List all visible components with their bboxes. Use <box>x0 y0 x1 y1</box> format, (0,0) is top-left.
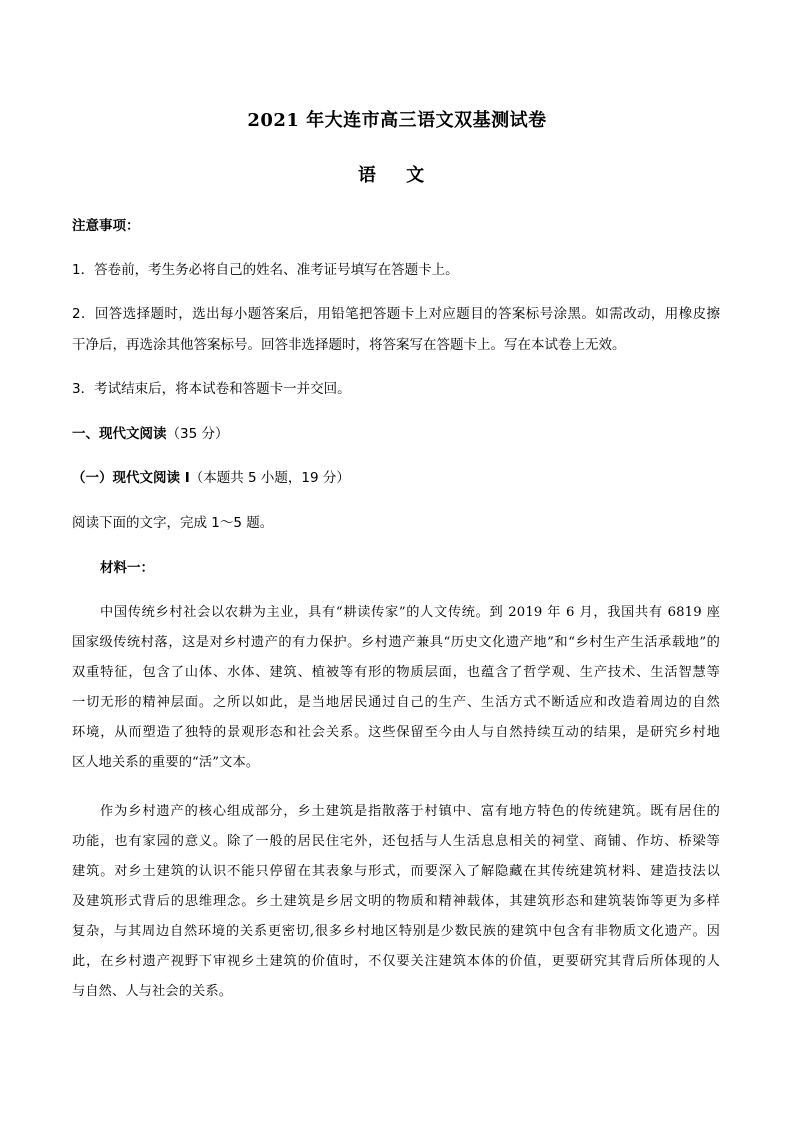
paragraph1-line-1: 中国传统乡村社会以农耕为主业，具有“耕读传家”的人文传统。到 2019 年 6 月，我国共有 6819 座 <box>100 605 720 620</box>
paragraph2-line-7: 与自然、人与社会的关系。 <box>72 984 233 999</box>
paragraph1-line-2: 国家级传统村落，这是对乡村遗产的有力保护。乡村遗产兼具“历史文化遗产地”和“乡村生产生活承载地”的 <box>72 635 720 650</box>
notice-item-3: 3．考试结束后，将本试卷和答题卡一并交回。 <box>72 381 351 397</box>
notice-heading: 注意事项： <box>72 218 140 234</box>
paragraph2-line-4: 及建筑形式背后的思维理念。乡土建筑是乡居文明的物质和精神载体，其建筑形态和建筑装饰等更为多样 <box>72 894 720 909</box>
section-heading <box>72 422 228 442</box>
notice-item-2-line-2: 干净后，再选涂其他答案标号。回答非选择题时，将答案写在答题卡上。写在本试卷上无效。 <box>72 337 626 353</box>
paragraph1-line-3: 双重特征，包含了山体、水体、建筑、植被等有形的物质层面，也蕴含了哲学观、生产技术、生活智慧等 <box>72 665 720 680</box>
exam-title: 2021 年大连市高三语文双基测试卷 <box>247 110 547 131</box>
subject-title: 语 文 <box>357 165 437 186</box>
paragraph1-line-5: 环境，从而塑造了独特的景观形态和社会关系。这些保留至今由人与自然持续互动的结果，是研究乡村地 <box>72 725 720 740</box>
paragraph2-line-1: 作为乡村遗产的核心组成部分，乡土建筑是指散落于村镇中、富有地方特色的传统建筑。既有居住的 <box>100 804 720 819</box>
section-heading-score: （35 分） <box>166 426 229 442</box>
notice-item-2-line-1: 2．回答选择题时，选出每小题答案后，用铅笔把答题卡上对应题目的答案标号涂黑。如需改动，用橡皮擦 <box>72 306 720 322</box>
subsection-heading-label: （一）现代文阅读 I <box>72 470 190 486</box>
paragraph1-line-6: 区人地关系的重要的“活”文本。 <box>72 755 260 770</box>
section-heading-label: 一、现代文阅读 <box>72 426 167 442</box>
paragraph2-line-5: 复杂，与其周边自然环境的关系更密切,很多乡村地区特别是少数民族的建筑中包含有非物质文化遗产。因 <box>72 924 720 939</box>
notice-item-1: 1．答卷前，考生务必将自己的姓名、准考证号填写在答题卡上。 <box>72 262 459 278</box>
reading-instruction: 阅读下面的文字，完成 1～5 题。 <box>72 515 274 531</box>
subsection-heading <box>72 466 350 486</box>
subsection-heading-score: （本题共 5 小题，19 分） <box>189 470 350 486</box>
paragraph2-line-3: 建筑。对乡土建筑的认识不能只停留在其表象与形式，而要深入了解隐藏在其传统建筑材料、建造技法以 <box>72 864 720 879</box>
paragraph1-line-4: 一切无形的精神层面。之所以如此，是当地居民通过自己的生产、生活方式不断适应和改造着周边的自然 <box>72 695 720 710</box>
paragraph2-line-2: 功能，也有家园的意义。除了一般的居民住宅外，还包括与人生活息息相关的祠堂、商铺、作坊、桥梁等 <box>72 834 720 849</box>
material-label: 材料一： <box>100 560 154 576</box>
paragraph2-line-6: 此，在乡村遗产视野下审视乡土建筑的价值时，不仅要关注建筑本体的价值，更要研究其背后所体现的人 <box>72 954 720 969</box>
